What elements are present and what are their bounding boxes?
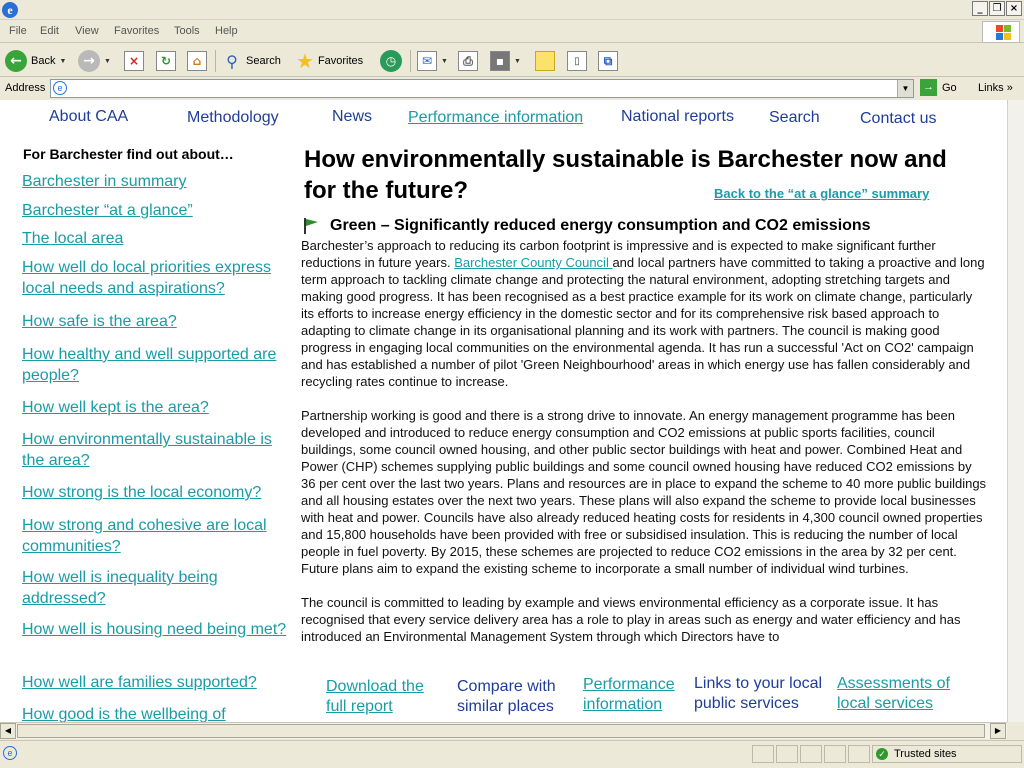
sidebar-link-communities[interactable]: How strong and cohesive are local communities? (22, 517, 267, 555)
address-bar (0, 78, 1024, 99)
search-button[interactable] (222, 48, 281, 74)
edit-button[interactable] (490, 48, 521, 74)
history-icon: ◷ (380, 50, 402, 72)
sidebar-link-economy[interactable]: How strong is the local economy? (22, 484, 262, 501)
mail-dropdown-icon[interactable]: ▼ (441, 57, 448, 65)
address-label: Address (5, 82, 46, 94)
article-body (301, 237, 987, 662)
menu-view[interactable]: View (75, 25, 99, 37)
paragraph-1 (301, 237, 987, 390)
menu-edit[interactable]: Edit (40, 25, 59, 37)
search-label: Search (246, 55, 281, 67)
sidebar-link-local-area[interactable]: The local area (22, 230, 124, 247)
page-title: How environmentally sustainable is Barchester now and for the future? (304, 146, 947, 204)
minimize-button[interactable]: _ (972, 1, 988, 16)
page-status-icon: e (3, 746, 17, 760)
print-button[interactable] (458, 48, 478, 74)
rating-label: Green – Significantly reduced energy consumption and CO2 emissions (330, 217, 871, 234)
security-zone (872, 745, 1022, 763)
discuss-button[interactable] (535, 48, 555, 74)
horizontal-scrollbar[interactable] (0, 722, 1007, 739)
go-arrow-icon: → (920, 79, 937, 96)
download-report-link[interactable]: Download the full report (326, 678, 424, 715)
paragraph-1-start: Barchester’s approach to reducing its carbon footprint is impressive and is expected to make significant further reductions in future years. (301, 238, 936, 270)
green-flag-icon (302, 217, 320, 235)
menu-file[interactable]: File (9, 25, 27, 37)
back-dropdown-icon[interactable]: ▼ (59, 57, 67, 65)
compare-places-link[interactable]: Compare with similar places (457, 678, 556, 715)
close-button[interactable]: × (1006, 1, 1022, 16)
forward-dropdown-icon[interactable]: ▼ (104, 57, 111, 65)
history-button[interactable] (380, 48, 402, 74)
favorites-button[interactable] (296, 48, 363, 74)
zone-label: Trusted sites (894, 748, 957, 760)
note-icon (535, 51, 555, 71)
edit-dropdown-icon[interactable]: ▼ (514, 57, 521, 65)
menu-favorites[interactable]: Favorites (114, 25, 160, 37)
favorites-label: Favorites (317, 55, 364, 67)
rating-heading (302, 217, 871, 235)
nav-national-reports[interactable]: National reports (621, 108, 734, 125)
paragraph-3: The council is committed to leading by example and views environmental efficiency as a corporate issue. It has recognised that every service delivery area has a role to play in areas such as energy and water efficiency and has introduced an Environmental Management System through which Directors have to (301, 595, 961, 644)
nav-news[interactable]: News (332, 108, 373, 125)
sidebar-link-local-priorities[interactable]: How well do local priorities express local needs and aspirations? (22, 259, 271, 297)
barchester-county-council-link[interactable]: Barchester County Council (454, 255, 613, 270)
search-icon: ⚲ (226, 51, 238, 71)
forward-arrow-icon: → (78, 50, 100, 72)
stop-icon: × (124, 51, 144, 71)
menu-tools[interactable]: Tools (174, 25, 200, 37)
nav-about-caa[interactable]: About CAA (49, 108, 129, 125)
sidebar-link-housing[interactable]: How well is housing need being met? (22, 621, 287, 638)
menu-bar (0, 20, 1024, 43)
forward-button[interactable] (78, 48, 111, 74)
home-icon: ⌂ (187, 51, 207, 71)
links-button[interactable]: Links » (978, 82, 1013, 94)
refresh-icon: ↻ (156, 51, 176, 71)
sidebar-link-families[interactable]: How well are families supported? (22, 674, 257, 691)
windows-logo-icon (982, 21, 1020, 43)
go-label: Go (942, 81, 957, 94)
phone-icon: ▯ (567, 51, 587, 71)
sidebar-link-environmentally-sustainable[interactable]: How environmentally sustainable is the area? (22, 431, 272, 469)
mail-button[interactable] (417, 48, 448, 74)
research-button[interactable] (598, 48, 618, 74)
scroll-left-icon[interactable]: ◀ (0, 723, 16, 739)
sidebar-heading: For Barchester find out about… (23, 146, 234, 162)
local-public-services-link[interactable]: Links to your local public services (694, 675, 823, 712)
paragraph-2: Partnership working is good and there is a strong drive to innovate. An energy management programme has been developed and introduced to reduce energy consumption and CO2 emissions at public sports facilities, council buildings, some council owned housing, and other public sector buildings with heat and power. Combined Heat and Power (CHP) schemes supplying public buildings and some council owned housing have reduced CO2 emissions by 36 per cent over the last two years. Plans and resources are in place to expand the scheme to 40 more public buildings and all housing estates over the next two years. These plans will also expand the scheme to provide local businesses with heat and power. Councils have also already reduced heating costs for residents in 4,300 council owned properties and 15,800 households have been provided with free or subsidised insulation. This is reducing the number of local people in fuel poverty. By 2015, these schemes are projected to reduce CO2 emissions in the area by 32 per cent. Future plans aim to expand the existing scheme to incorporate a small number of individual wind turbines. (301, 408, 987, 576)
sidebar-link-healthy[interactable]: How healthy and well supported are people? (22, 346, 277, 384)
home-button[interactable] (187, 48, 207, 74)
mail-icon: ✉ (417, 51, 437, 71)
back-button[interactable] (5, 48, 66, 74)
assessments-local-services-link[interactable]: Assessments of local services (837, 675, 950, 712)
back-to-summary-link[interactable]: Back to the “at a glance” summary (714, 186, 930, 201)
status-bar (0, 740, 1024, 768)
sidebar-link-well-kept[interactable]: How well kept is the area? (22, 399, 209, 416)
refresh-button[interactable] (156, 48, 176, 74)
restore-button[interactable]: ❐ (989, 1, 1005, 16)
nav-contact-us[interactable]: Contact us (860, 110, 937, 127)
paragraph-1-rest: and local partners have committed to taking a proactive and long term approach to tackling climate change and protecting the natural environment, adopting stretching targets and making good progress. It has been recognised as a best practice example for its work on climate change, particularly its efforts to increase energy efficiency in the domestic sector and for its comprehensive risk based approach to adapting to climate change in its organisational planning and its work with partners. The council is making good progress in engaging local communities on the environmental agenda. It has run a successful 'Act on CO2' campaign and has established a number of pilot 'Green Neighbourhood' areas in which energy use has fallen considerably and recycling rates continue to increase. (301, 255, 985, 389)
title-bar (0, 0, 1024, 20)
address-dropdown-icon[interactable]: ▼ (897, 80, 913, 97)
back-label: Back (31, 55, 56, 67)
toolbar (0, 44, 1024, 77)
sidebar-link-wellbeing[interactable]: How good is the wellbeing of (22, 706, 226, 722)
vertical-scrollbar[interactable] (1007, 100, 1024, 722)
go-button[interactable] (920, 79, 957, 96)
print-icon: ⎙ (458, 51, 478, 71)
sidebar-link-at-a-glance[interactable]: Barchester “at a glance” (22, 202, 193, 219)
sidebar-link-inequality[interactable]: How well is inequality being addressed? (22, 569, 218, 607)
nav-performance-information[interactable]: Performance information (408, 109, 584, 126)
messenger-button[interactable] (567, 48, 587, 74)
nav-search[interactable]: Search (769, 109, 820, 126)
sidebar-link-safe[interactable]: How safe is the area? (22, 313, 177, 330)
check-icon: ✓ (876, 748, 888, 760)
star-icon: ★ (296, 50, 314, 73)
back-arrow-icon: ← (5, 50, 27, 72)
scroll-right-icon[interactable]: ▶ (990, 723, 1006, 739)
nav-methodology[interactable]: Methodology (187, 109, 279, 126)
stop-button[interactable] (124, 48, 144, 74)
edit-icon: ▪ (490, 51, 510, 71)
page-viewport (0, 100, 1007, 722)
address-input[interactable] (50, 79, 914, 98)
menu-help[interactable]: Help (215, 25, 238, 37)
page-icon: e (53, 81, 67, 95)
research-icon: ⧉ (598, 51, 618, 71)
ie-logo-icon: e (2, 2, 18, 18)
performance-information-link[interactable]: Performance information (583, 676, 675, 713)
sidebar-link-summary[interactable]: Barchester in summary (22, 173, 187, 190)
bottom-navigation (300, 670, 1000, 722)
links-label: Links (978, 82, 1004, 94)
horizontal-scroll-thumb[interactable] (17, 724, 985, 738)
